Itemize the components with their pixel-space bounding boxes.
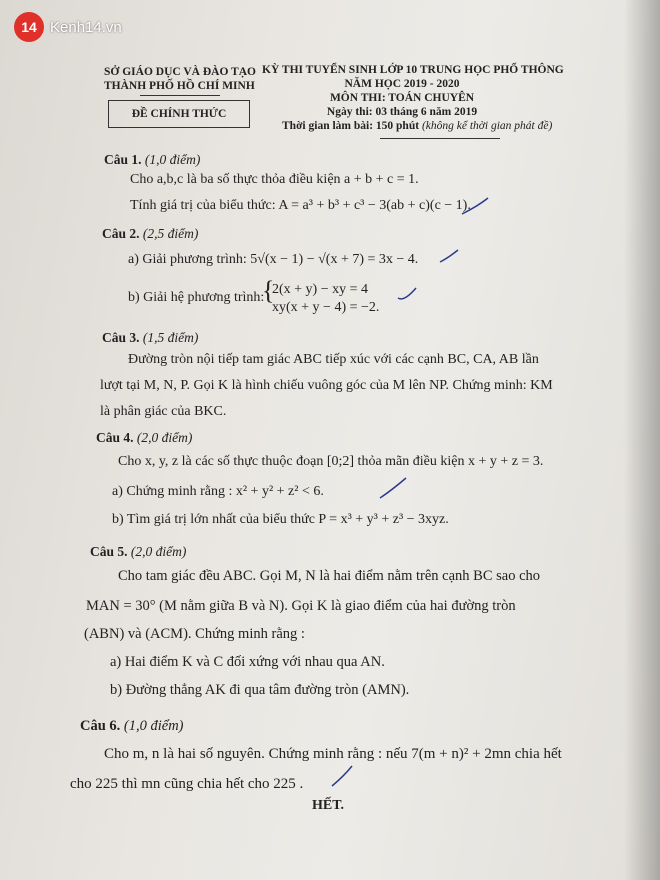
- q3-title: Câu 3.: [102, 330, 140, 345]
- check-mark-q2b: [398, 288, 416, 299]
- q2-system-eq-2: xy(x + y − 4) = −2.: [272, 300, 380, 315]
- q3-points: (1,5 điểm): [142, 330, 199, 345]
- brand-logo[interactable]: [14, 12, 122, 42]
- q5-line-2: MAN = 30° (M nằm giữa B và N). Gọi K là giao điểm của hai đường tròn: [86, 598, 516, 614]
- duration-note: (không kể thời gian phát đề): [421, 120, 553, 132]
- q6-line-2: cho 225 thì mn cũng chia hết cho 225 .: [70, 776, 304, 792]
- q6-line-1: Cho m, n là hai số nguyên. Chứng minh rằng : nếu 7(m + n)² + 2mn chia hết: [104, 746, 562, 762]
- q2-points: (2,5 điểm): [142, 226, 199, 241]
- header-school-year: NĂM HỌC 2019 - 2020: [344, 78, 460, 90]
- brand-name: Kenh14.vn: [50, 18, 122, 36]
- q2-system-eq-1: 2(x + y) − xy = 4: [272, 282, 369, 297]
- header-exam-name: KỲ THI TUYỂN SINH LỚP 10 TRUNG HỌC PHỔ THÔNG: [262, 64, 564, 76]
- q4-part-b: b) Tìm giá trị lớn nhất của biểu thức P = x³ + y³ + z³ − 3xyz.: [112, 512, 449, 527]
- system-brace: {: [262, 276, 275, 305]
- q4-title: Câu 4.: [96, 430, 134, 445]
- q1-title: Câu 1.: [104, 152, 142, 167]
- q3-line-1: Đường tròn nội tiếp tam giác ABC tiếp xúc với các cạnh BC, CA, AB lần: [128, 352, 539, 367]
- q3-line-3: là phân giác của BKC.: [100, 404, 227, 419]
- q5-points: (2,0 điểm): [130, 544, 187, 559]
- q5-line-1: Cho tam giác đều ABC. Gọi M, N là hai điểm nằm trên cạnh BC sao cho: [118, 568, 541, 584]
- header-subject: MÔN THI: TOÁN CHUYÊN: [329, 92, 475, 104]
- q2-part-a: a) Giải phương trình: 5√(x − 1) − √(x + 7) = 3x − 4.: [128, 252, 419, 267]
- q5-title: Câu 5.: [90, 544, 128, 559]
- q1-points: (1,0 điểm): [144, 152, 201, 167]
- brand-badge: 14: [14, 12, 44, 42]
- q1-line-1: Cho a,b,c là ba số thực thỏa điều kiện a + b + c = 1.: [130, 172, 419, 187]
- header-city: THÀNH PHỐ HỒ CHÍ MINH: [104, 80, 255, 92]
- official-label: ĐỀ CHÍNH THỨC: [131, 108, 227, 120]
- q4-points: (2,0 điểm): [136, 430, 193, 445]
- end-marker: HẾT.: [312, 798, 345, 813]
- header-exam-date: Ngày thi: 03 tháng 6 năm 2019: [326, 106, 478, 118]
- q4-line-1: Cho x, y, z là các số thực thuộc đoạn [0;2] thỏa mãn điều kiện x + y + z = 3.: [118, 454, 544, 469]
- q6-title: Câu 6.: [80, 718, 121, 734]
- header-department: SỞ GIÁO DỤC VÀ ĐÀO TẠO: [104, 66, 256, 78]
- q4-part-a: a) Chứng minh rằng : x² + y² + z² < 6.: [112, 484, 324, 499]
- check-mark-q4a: [380, 478, 406, 498]
- q5-line-3: (ABN) và (ACM). Chứng minh rằng :: [84, 626, 305, 642]
- check-mark-q1: [462, 198, 488, 214]
- q5-part-b: b) Đường thẳng AK đi qua tâm đường tròn (AMN).: [110, 682, 410, 698]
- q1-line-2: Tính giá trị của biểu thức: A = a³ + b³ + c³ − 3(ab + c)(c − 1).: [130, 198, 471, 213]
- check-mark-q6: [332, 766, 352, 786]
- q6-points: (1,0 điểm): [123, 718, 184, 734]
- q3-line-2: lượt tại M, N, P. Gọi K là hình chiếu vuông góc của M lên NP. Chứng minh: KM: [100, 378, 553, 393]
- duration-label: Thời gian làm bài: 150 phút: [282, 120, 420, 132]
- q2-title: Câu 2.: [102, 226, 140, 241]
- check-mark-q2a: [440, 250, 458, 262]
- q2-part-b: b) Giải hệ phương trình:: [128, 290, 265, 305]
- q5-part-a: a) Hai điểm K và C đối xứng với nhau qua AN.: [110, 654, 385, 670]
